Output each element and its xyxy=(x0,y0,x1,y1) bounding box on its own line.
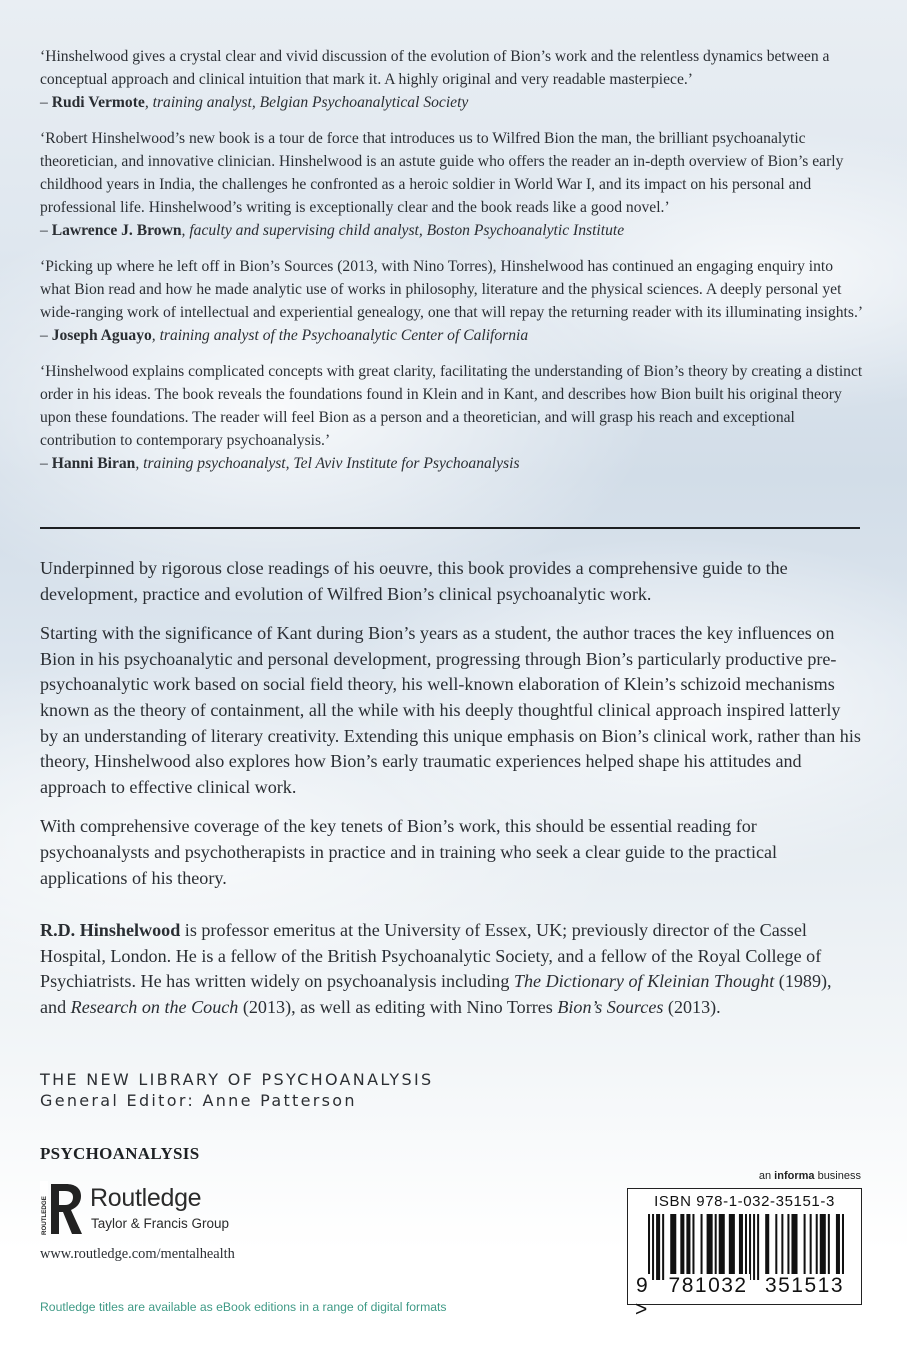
endorsement-quote: ‘Picking up where he left off in Bion’s Sources (2013, with Nino Torres), Hinshelwood has continued an engaging enquiry into what Bion read and how he made analytic use of works in philosophy, literature and the physical sciences. A deeply personal yet wide-ranging work of intellectual and experiential genealogy, one that will repay the returning reader with its illuminating insights.’ xyxy=(40,258,864,321)
endorser-role: , training psychoanalyst, Tel Aviv Institute for Psychoanalysis xyxy=(135,455,520,472)
endorser-name: Hanni Biran xyxy=(51,455,136,472)
barcode-bars xyxy=(648,1214,848,1280)
informa-tagline xyxy=(759,1170,861,1182)
endorsement-quote: ‘Hinshelwood gives a crystal clear and vivid discussion of the evolution of Bion’s work and the relentless dynamics between a conceptual approach and clinical intuition that mark it. A highly original and very readable masterpiece.’ xyxy=(40,48,830,88)
author-bio xyxy=(40,918,862,1020)
endorser-role: , faculty and supervising child analyst, Boston Psychoanalytic Institute xyxy=(181,222,625,239)
endorser-name: Lawrence J. Brown xyxy=(51,222,182,239)
barcode-bar xyxy=(804,1214,806,1280)
attribution-dash: – xyxy=(40,94,52,111)
barcode-bar xyxy=(715,1214,717,1280)
divider-rule xyxy=(40,527,860,529)
author-bio-text-1: is professor emeritus at the University of Essex, UK; previously director of the Cassel Hospital, London. He is a fellow of the British Psychoanalytic Society, and a fellow of the Royal College of Psychiatrists. He has written widely on psychoanalysis including xyxy=(40,920,822,992)
endorser-role: , training analyst of the Psychoanalytic Center of California xyxy=(151,327,529,344)
barcode-bar xyxy=(745,1214,747,1280)
barcode-bar xyxy=(729,1214,735,1280)
barcode-bar xyxy=(680,1214,684,1280)
attribution-dash: – xyxy=(40,327,52,344)
endorsement-attribution xyxy=(40,219,866,242)
author-book-1: The Dictionary of Kleinian Thought xyxy=(513,971,775,992)
description-paragraph-2: Starting with the significance of Kant during Bion’s years as a student, the author traces the key influences on Bion in his psychoanalytic and personal development, progressing through Bion’s particularly productive pre-psychoanalytic work based on social field theory, his well-known elaboration of Klein’s schizoid mechanisms known as the theory of containment, all the while with his deeply thoughtful clinical approach inspired latterly by an understanding of literary creativity. Extending this unique emphasis on Bion’s clinical work, rather than his theory, Hinshelwood also explores how Bion’s early traumatic experiences helped shape his attitudes and approach to effective clinical work. xyxy=(40,623,861,797)
barcode-bar xyxy=(810,1214,812,1280)
barcode-bar xyxy=(816,1214,818,1280)
barcode-bar xyxy=(820,1214,826,1280)
barcode-bar xyxy=(719,1214,725,1280)
informa-brand: informa xyxy=(774,1170,815,1182)
barcode-bar xyxy=(701,1214,703,1280)
barcode-bar xyxy=(662,1214,664,1280)
isbn-barcode xyxy=(627,1188,862,1321)
barcode-bar xyxy=(765,1214,769,1280)
barcode-bar xyxy=(656,1214,660,1280)
author-bio-text-2: (1989), and xyxy=(40,971,832,1017)
subject-category: PSYCHOANALYSIS xyxy=(40,1144,200,1163)
author-book-3: Bion’s Sources xyxy=(557,996,664,1017)
barcode-bar xyxy=(781,1214,783,1280)
barcode-bar xyxy=(787,1214,789,1280)
description-paragraph-3: With comprehensive coverage of the key tenets of Bion’s work, this should be essential reading for psychoanalysts and psychotherapists in practice and in training who seek a clear guide to the practical applications of his theory. xyxy=(40,816,778,888)
endorsements xyxy=(40,45,866,488)
endorsement-attribution xyxy=(40,452,866,475)
barcode-bar xyxy=(753,1214,755,1280)
publisher-group: Taylor & Francis Group xyxy=(91,1216,230,1231)
barcode-bar xyxy=(648,1214,650,1280)
barcode-lead-digit: 9 xyxy=(636,1274,650,1297)
author-bio-text-4: (2013). xyxy=(663,996,721,1017)
barcode-bar xyxy=(652,1214,654,1280)
publisher-name: Routledge xyxy=(90,1184,202,1212)
author-bio-text-3: (2013), as well as editing with Nino Torres xyxy=(238,996,558,1017)
endorsement-quote: ‘Robert Hinshelwood’s new book is a tour de force that introduces us to Wilfred Bion the man, the brilliant psychoanalytic theoretician, and innovative clinician. Hinshelwood is an astute guide who offers the reader an in-depth overview of Bion’s early childhood years in India, the challenges he confronted as a heroic soldier in World War I, and its impact on his personal and professional life. Hinshelwood’s writing is exceptionally clear and the book reads like a good novel.’ xyxy=(40,130,844,216)
barcode-bar xyxy=(670,1214,676,1280)
attribution-dash: – xyxy=(40,455,52,472)
logo-vertical-text: ROUTLEDGE xyxy=(41,1196,48,1235)
barcode-marker: > xyxy=(635,1298,649,1321)
series-editor: General Editor: Anne Patterson xyxy=(40,1091,357,1110)
barcode-bar xyxy=(692,1214,694,1280)
series-title: THE NEW LIBRARY OF PSYCHOANALYSIS xyxy=(40,1070,434,1089)
author-book-2: Research on the Couch xyxy=(70,996,239,1017)
barcode-bar xyxy=(757,1214,759,1280)
endorsement-attribution xyxy=(40,91,866,114)
informa-suffix: business xyxy=(814,1170,861,1182)
series-info xyxy=(40,1069,866,1111)
barcode-bar xyxy=(686,1214,690,1280)
endorser-name: Joseph Aguayo xyxy=(51,327,152,344)
barcode-bar xyxy=(749,1214,751,1280)
ebook-note: Routledge titles are available as eBook editions in a range of digital formats xyxy=(40,1300,447,1314)
barcode-digit-group-2: 351513 xyxy=(764,1274,845,1297)
attribution-dash: – xyxy=(40,222,52,239)
publisher-website[interactable]: www.routledge.com/mentalhealth xyxy=(40,1246,235,1262)
barcode-bar xyxy=(842,1214,844,1280)
barcode-digits xyxy=(634,1274,859,1322)
barcode-digit-group-1: 781032 xyxy=(668,1274,748,1297)
endorser-name: Rudi Vermote xyxy=(51,94,145,111)
barcode-bar xyxy=(791,1214,797,1280)
isbn-label: ISBN 978-1-032-35151-3 xyxy=(654,1193,835,1210)
endorsement-quote: ‘Hinshelwood explains complicated concepts with great clarity, facilitating the understanding of Bion’s theory by creating a distinct order in his ideas. The book reveals the foundations found in Klein and in Kant, and describes how Bion built his original theory upon these foundations. The reader will feel Bion as a person and a theoretician, and will grasp his reach and exceptional contribution to contemporary psychoanalysis.’ xyxy=(40,363,863,449)
routledge-logo-icon xyxy=(40,1181,84,1237)
barcode-bar xyxy=(828,1214,830,1280)
endorsement-attribution xyxy=(40,324,866,347)
barcode-bar xyxy=(707,1214,713,1280)
barcode-bar xyxy=(775,1214,777,1280)
book-description xyxy=(40,556,862,905)
endorser-role: , training analyst, Belgian Psychoanalytical Society xyxy=(144,94,469,111)
informa-prefix: an xyxy=(758,1170,775,1182)
barcode-bar xyxy=(739,1214,743,1280)
description-paragraph-1: Underpinned by rigorous close readings of his oeuvre, this book provides a comprehensive guide to the development, practice and evolution of Wilfred Bion’s clinical psychoanalytic work. xyxy=(40,558,788,604)
publisher-logo xyxy=(40,1181,280,1241)
barcode-bar xyxy=(836,1214,840,1280)
author-name: R.D. Hinshelwood xyxy=(40,920,181,940)
